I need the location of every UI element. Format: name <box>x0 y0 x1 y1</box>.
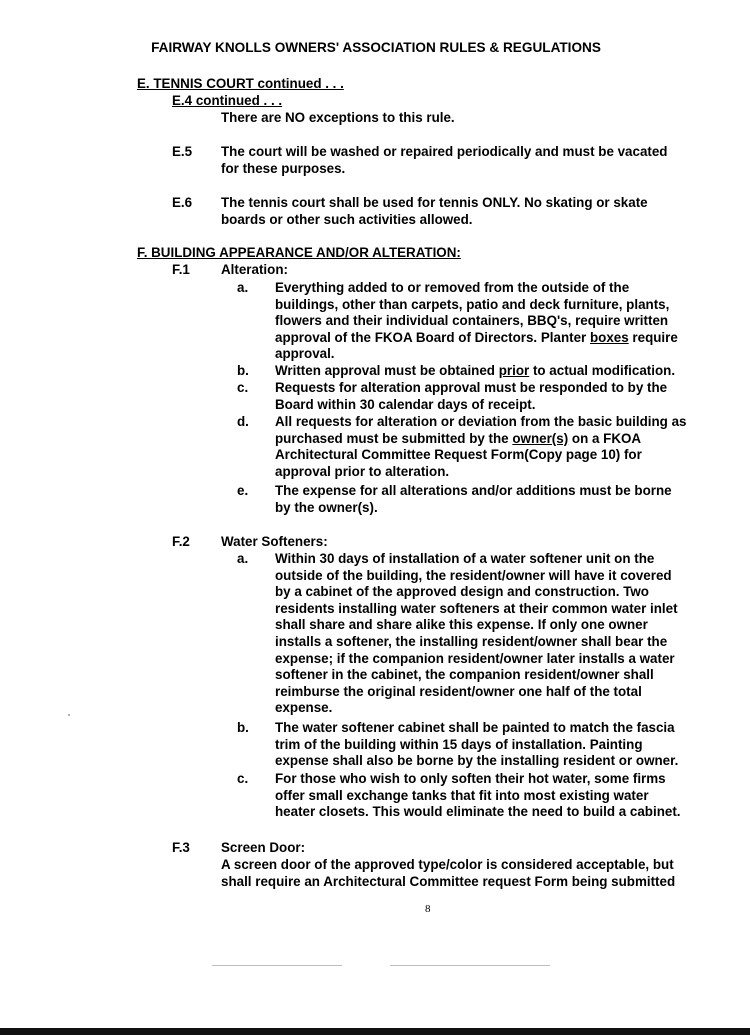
f2-c-line: offer small exchange tanks that fit into most existing water <box>275 787 649 803</box>
page-number: 8 <box>425 903 431 915</box>
f1-e-line: by the owner(s). <box>275 499 378 515</box>
f2-c-line: heater closets. This would eliminate the need to build a cabinet. <box>275 804 681 820</box>
f2-a-line: outside of the building, the resident/owner will have it covered <box>275 567 672 583</box>
section-f-heading: F. BUILDING APPEARANCE AND/OR ALTERATION: <box>137 245 461 260</box>
f1-item-letter: b. <box>237 363 249 378</box>
f2-a-line: shall share and share alike this expense. If only one owner <box>275 617 648 633</box>
f1-a-line: flowers and their individual containers, BBQ's, require written <box>275 313 669 329</box>
f2-a-line: expense. <box>275 700 333 716</box>
f1-item-letter: c. <box>237 380 249 395</box>
scan-artifact-line <box>212 965 342 966</box>
e6-text <box>221 195 648 228</box>
f1-a-line: approval. <box>275 346 335 362</box>
f3-title: Screen Door: <box>221 840 306 855</box>
f1-item-letter: e. <box>237 483 249 498</box>
underlined-word: boxes <box>589 329 629 345</box>
f2-b-line: trim of the building within 15 days of installation. Painting <box>275 736 643 752</box>
f2-a-line: softener in the cabinet, the companion resident/owner shall <box>275 667 654 683</box>
e6-line: The tennis court shall be used for tennis ONLY. No skating or skate <box>221 195 648 210</box>
f1-d-line: approval prior to alteration. <box>275 463 450 479</box>
f3-code: F.3 <box>172 840 190 855</box>
f1-item-c <box>275 380 667 413</box>
section-e4-subheading: E.4 continued . . . <box>172 93 283 108</box>
scan-speck <box>68 714 70 716</box>
f2-item-a <box>275 551 678 717</box>
f2-title: Water Softeners: <box>221 534 328 549</box>
f2-item-letter: a. <box>237 551 249 566</box>
e6-code: E.6 <box>172 195 193 210</box>
f1-e-line: The expense for all alterations and/or additions must be borne <box>275 483 672 498</box>
f3-text <box>221 857 675 890</box>
f1-item-e <box>275 483 672 516</box>
f1-item-a <box>275 280 678 363</box>
f3-line: A screen door of the approved type/color is considered acceptable, but <box>221 857 674 872</box>
underlined-word: prior <box>498 363 530 378</box>
f2-a-line: reimburse the original resident/owner one half of the total <box>275 683 642 699</box>
e5-text <box>221 144 667 177</box>
f2-item-letter: b. <box>237 720 249 735</box>
e5-line: The court will be washed or repaired periodically and must be vacated <box>221 144 668 159</box>
f1-code: F.1 <box>172 262 190 277</box>
f1-d-line: purchased must be submitted by the owner(s) on a FKOA <box>275 430 642 446</box>
e6-line: boards or other such activities allowed. <box>221 211 473 227</box>
f2-b-line: The water softener cabinet shall be painted to match the fascia <box>275 720 675 735</box>
f2-a-line: installs a softener, the installing resident/owner shall bear the <box>275 633 668 649</box>
f1-item-b <box>275 363 675 380</box>
f1-c-line: Board within 30 calendar days of receipt. <box>275 396 536 412</box>
f2-a-line: by a cabinet of the approved design and construction. Two <box>275 584 649 600</box>
f1-d-line: All requests for alteration or deviation from the basic building as <box>275 414 687 429</box>
f2-a-line: residents installing water softeners at their common water inlet <box>275 600 678 616</box>
e4-text: There are NO exceptions to this rule. <box>221 110 455 125</box>
f1-d-line: Architectural Committee Request Form(Copy page 10) for <box>275 447 642 463</box>
f1-item-letter: d. <box>237 414 249 429</box>
f1-a-line: buildings, other than carpets, patio and deck furniture, plants, <box>275 296 670 312</box>
f1-title: Alteration: <box>221 262 288 277</box>
page-title: FAIRWAY KNOLLS OWNERS' ASSOCIATION RULES & REGULATIONS <box>151 40 601 55</box>
scan-bottom-edge <box>0 1028 750 1035</box>
f2-item-c <box>275 771 681 821</box>
f1-item-d <box>275 414 686 480</box>
f1-c-line: Requests for alteration approval must be responded to by the <box>275 380 668 395</box>
e5-code: E.5 <box>172 144 193 159</box>
f1-b-line: Written approval must be obtained prior to actual modification. <box>275 363 676 378</box>
underlined-word: owner(s) <box>512 430 569 446</box>
f2-code: F.2 <box>172 534 190 549</box>
f2-item-letter: c. <box>237 771 249 786</box>
f1-a-line: Everything added to or removed from the outside of the <box>275 280 630 295</box>
f2-b-line: expense shall also be borne by the installing resident or owner. <box>275 753 679 769</box>
f2-c-line: For those who wish to only soften their hot water, some firms <box>275 771 666 786</box>
f2-item-b <box>275 720 678 770</box>
scan-artifact-line <box>390 965 550 966</box>
f1-a-line: approval of the FKOA Board of Directors. Planter boxes require <box>275 329 678 345</box>
f2-a-line: expense; if the companion resident/owner later installs a water <box>275 650 675 666</box>
f2-a-line: Within 30 days of installation of a water softener unit on the <box>275 551 655 566</box>
f1-item-letter: a. <box>237 280 249 295</box>
section-e-heading: E. TENNIS COURT continued . . . <box>137 76 344 91</box>
f3-line: shall require an Architectural Committee request Form being submitted <box>221 873 676 889</box>
e5-line: for these purposes. <box>221 160 346 176</box>
